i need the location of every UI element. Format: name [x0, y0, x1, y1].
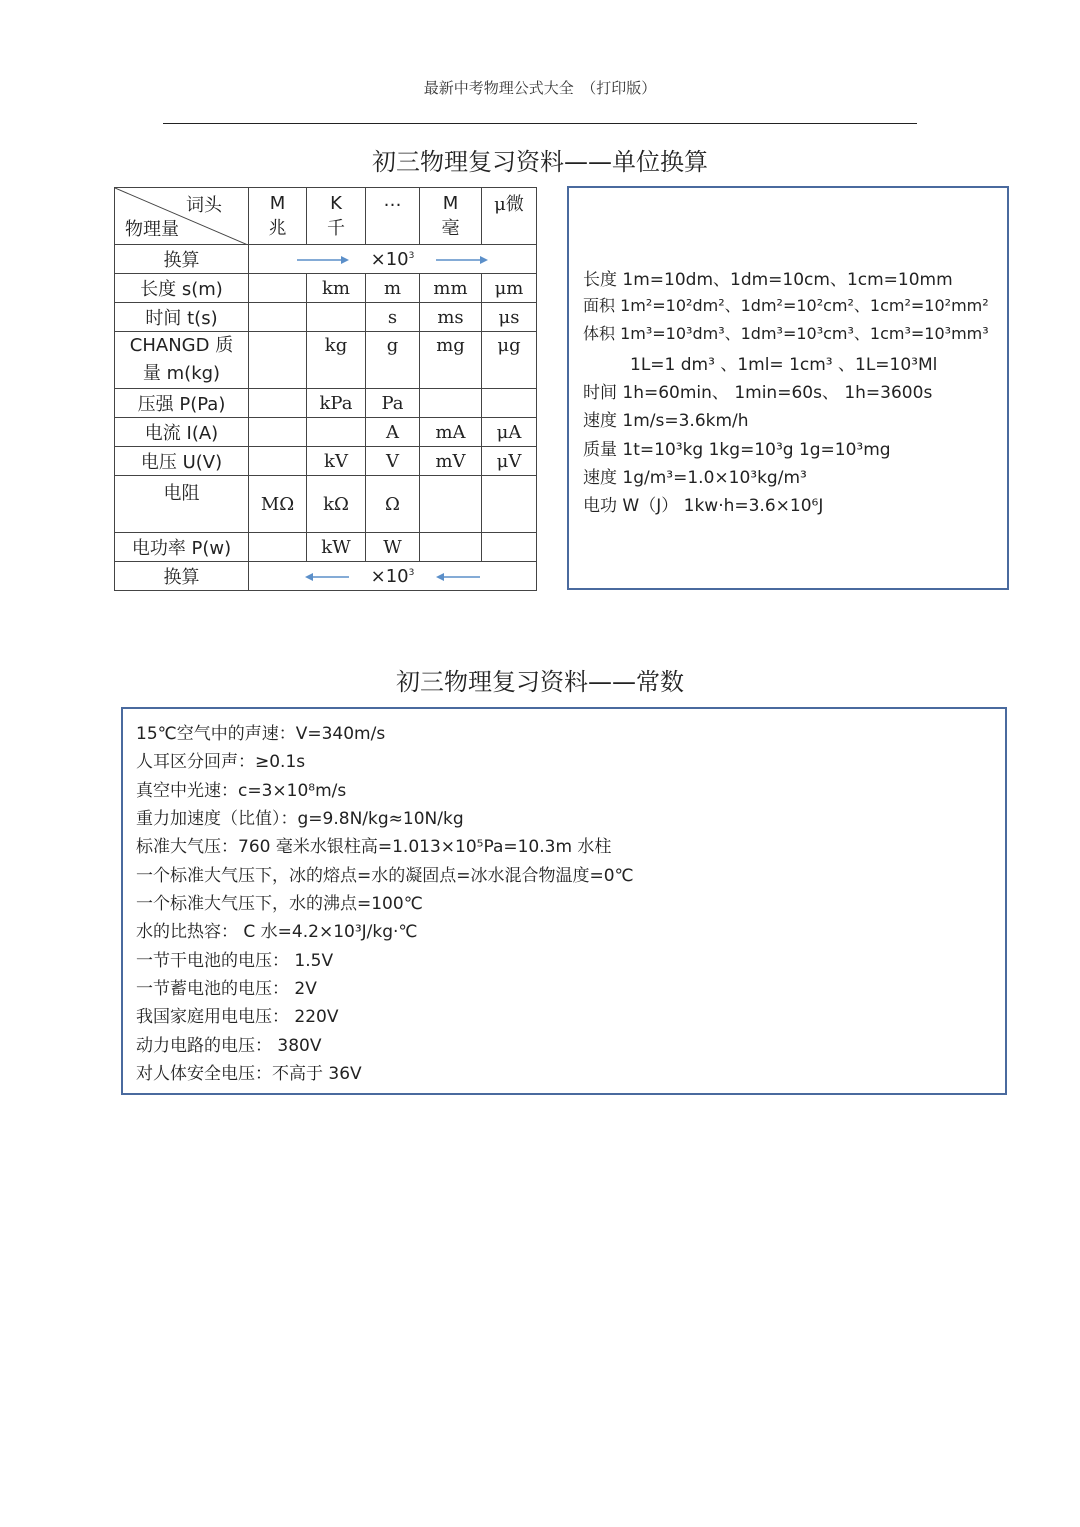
unit-cell: Ω — [366, 476, 420, 533]
quantity-cell: 电阻 — [115, 476, 249, 533]
unit-cell: μs — [482, 303, 537, 332]
table-row — [115, 389, 537, 418]
unit-cell: MΩ — [249, 476, 307, 533]
table-row — [115, 476, 537, 533]
prefix-name: 千 — [327, 217, 345, 239]
corner-header-cell — [115, 188, 249, 245]
unit-cell: km — [307, 274, 366, 303]
unit-cell: mV — [420, 447, 482, 476]
convert-label: 换算 — [115, 562, 249, 591]
table-row — [115, 447, 537, 476]
unit-cell: mg — [420, 332, 482, 389]
unit-cell: A — [366, 418, 420, 447]
unit-cell — [249, 274, 307, 303]
constant-line: 人耳区分回声：≥0.1s — [136, 752, 306, 772]
arrow-left-icon — [436, 572, 480, 582]
unit-cell: ms — [420, 303, 482, 332]
table-row — [115, 533, 537, 562]
prefix-name: 毫 — [441, 217, 460, 239]
prefix-header-cell — [366, 188, 420, 245]
unit-cell — [249, 447, 307, 476]
prefix-letter: μ微 — [494, 194, 524, 215]
prefix-letter: M — [269, 192, 286, 214]
unit-cell: V — [366, 447, 420, 476]
convert-factor: $\times 10^3$ — [370, 248, 415, 270]
unit-cell: Pa — [366, 389, 420, 418]
unit-cell: s — [366, 303, 420, 332]
prefix-letter: … — [383, 190, 402, 211]
quantity-cell: 压强 P(Pa) — [115, 389, 249, 418]
constant-line: 一节蓄电池的电压： 2V — [136, 979, 317, 999]
prefix-name: 兆 — [268, 217, 287, 239]
unit-cell — [249, 533, 307, 562]
quantity-cell: CHANGD 质 量 m(kg) — [115, 332, 249, 389]
unit-cell — [249, 332, 307, 389]
header-rule — [163, 123, 917, 124]
conversion-line: 体积 1m³=10³dm³、1dm³=10³cm³、1cm³=10³mm³ — [583, 324, 989, 343]
quantity-cell: 电功率 P(w) — [115, 533, 249, 562]
conversion-line: 1L=1 dm³ 、1ml= 1cm³ 、1L=10³Ml — [630, 355, 938, 375]
unit-cell — [249, 418, 307, 447]
conversion-line: 面积 1m²=10²dm²、1dm²=10²cm²、1cm²=10²mm² — [583, 296, 989, 315]
table-row — [115, 274, 537, 303]
unit-cell: kW — [307, 533, 366, 562]
arrow-right-icon — [436, 255, 488, 265]
convert-label: 换算 — [115, 245, 249, 274]
section-title-units: 初三物理复习资料——单位换算 — [372, 148, 708, 176]
page-header: 最新中考物理公式大全 （打印版） — [423, 79, 657, 97]
constant-line: 我国家庭用电电压： 220V — [136, 1007, 339, 1027]
unit-cell: μV — [482, 447, 537, 476]
unit-cell: kg — [307, 332, 366, 389]
quantity-cell: 电压 U(V) — [115, 447, 249, 476]
constant-line: 一个标准大气压下，水的沸点=100℃ — [136, 894, 423, 914]
unit-cell — [249, 303, 307, 332]
constant-line: 15℃空气中的声速：V=340m/s — [136, 724, 386, 744]
prefix-header-cell — [420, 188, 482, 245]
unit-cell: mA — [420, 418, 482, 447]
table-row — [115, 418, 537, 447]
convert-factor: $\times 10^3$ — [370, 565, 415, 587]
unit-cell — [420, 476, 482, 533]
unit-cell: mm — [420, 274, 482, 303]
unit-cell: kΩ — [307, 476, 366, 533]
prefix-letter: K — [330, 192, 342, 214]
prefix-header: 词头 — [186, 195, 222, 216]
constants-box — [121, 707, 1007, 1095]
unit-cell — [307, 303, 366, 332]
conversion-line: 电功 W（J） 1kw·h=3.6×10⁶J — [583, 496, 824, 516]
unit-conversion-box — [567, 186, 1009, 590]
unit-cell — [307, 418, 366, 447]
unit-cell: kPa — [307, 389, 366, 418]
unit-cell — [420, 389, 482, 418]
table-row — [115, 303, 537, 332]
unit-cell: μm — [482, 274, 537, 303]
section-title-constants: 初三物理复习资料——常数 — [396, 668, 684, 696]
constant-line: 动力电路的电压： 380V — [136, 1036, 322, 1056]
constant-line: 水的比热容： C 水=4.2×10³J/kg·℃ — [136, 922, 418, 942]
constant-line: 真空中光速：c=3×10⁸m/s — [136, 781, 347, 801]
quantity-cell: 长度 s(m) — [115, 274, 249, 303]
prefix-header-cell — [482, 188, 537, 245]
unit-cell — [482, 533, 537, 562]
unit-cell: W — [366, 533, 420, 562]
unit-cell: g — [366, 332, 420, 389]
conversion-line: 速度 1g/m³=1.0×10³kg/m³ — [583, 468, 807, 488]
prefix-letter: M — [442, 192, 459, 214]
quantity-cell: 时间 t(s) — [115, 303, 249, 332]
unit-cell — [249, 389, 307, 418]
constant-line: 一节干电池的电压： 1.5V — [136, 951, 334, 971]
prefix-header-cell — [249, 188, 307, 245]
constant-line: 标准大气压：760 毫米水银柱高=1.013×10⁵Pa=10.3m 水柱 — [136, 837, 612, 857]
quantity-header: 物理量 — [125, 219, 179, 240]
constant-line: 对人体安全电压：不高于 36V — [136, 1064, 362, 1084]
unit-cell — [482, 389, 537, 418]
convert-factor-cell — [249, 245, 537, 274]
unit-cell: m — [366, 274, 420, 303]
unit-cell: kV — [307, 447, 366, 476]
convert-factor-cell — [249, 562, 537, 591]
unit-cell: μg — [482, 332, 537, 389]
arrow-right-icon — [297, 255, 349, 265]
unit-cell — [420, 533, 482, 562]
quantity-cell: 电流 I(A) — [115, 418, 249, 447]
table-row — [115, 332, 537, 389]
conversion-line: 长度 1m=10dm、1dm=10cm、1cm=10mm — [583, 270, 953, 290]
unit-conversion-table — [114, 187, 537, 591]
conversion-line: 速度 1m/s=3.6km/h — [583, 411, 749, 431]
unit-cell: μA — [482, 418, 537, 447]
unit-cell — [482, 476, 537, 533]
constant-line: 一个标准大气压下，冰的熔点=水的凝固点=冰水混合物温度=0℃ — [136, 866, 634, 886]
constant-line: 重力加速度（比值）：g=9.8N/kg≈10N/kg — [136, 809, 464, 829]
conversion-line: 时间 1h=60min、 1min=60s、 1h=3600s — [583, 383, 933, 403]
conversion-line: 质量 1t=10³kg 1kg=10³g 1g=10³mg — [583, 440, 891, 460]
prefix-header-cell — [307, 188, 366, 245]
arrow-left-icon — [305, 572, 349, 582]
